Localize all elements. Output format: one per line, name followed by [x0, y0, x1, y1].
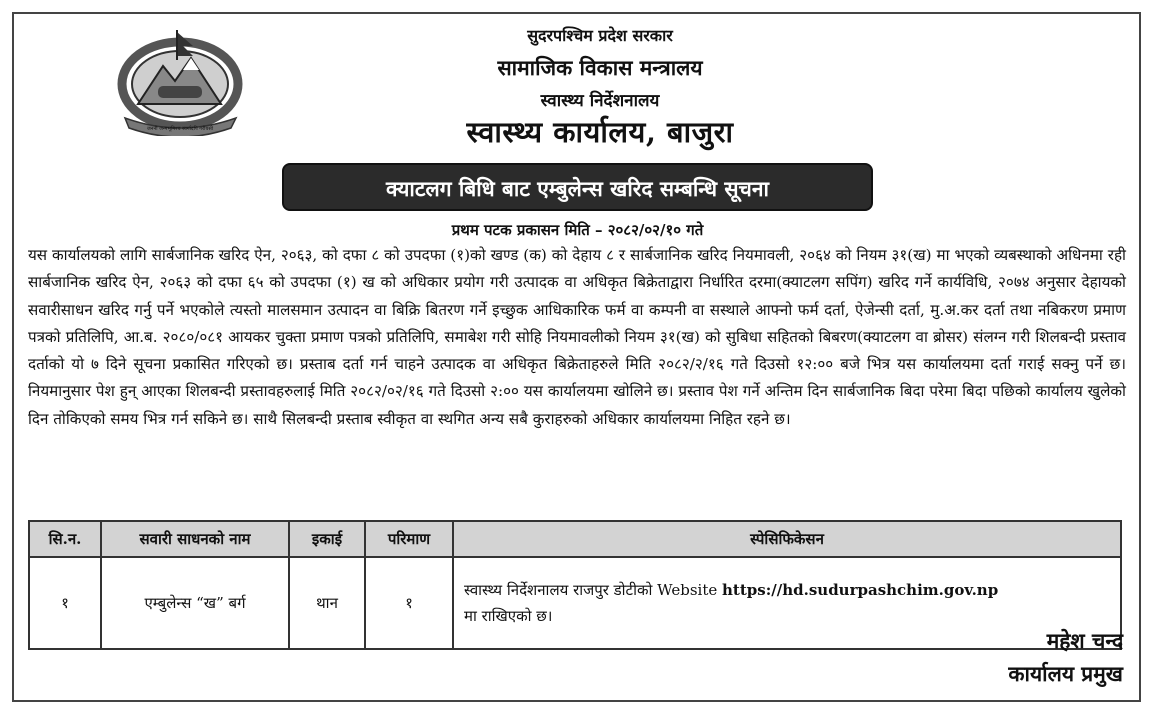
notice-title-banner: क्याटलग बिधि बाट एम्बुलेन्स खरिद सम्बन्धि सूचना — [282, 163, 873, 211]
col-header-unit: इकाई — [289, 521, 365, 557]
province-government: सुदरपश्चिम प्रदेश सरकार — [527, 26, 673, 45]
cell-sn: १ — [29, 557, 101, 649]
spec-text: स्वास्थ्य निर्देशनालय राजपुर डोटीको Website — [464, 581, 723, 599]
col-header-quantity: परिमाण — [365, 521, 453, 557]
col-header-vehicle-name: सवारी साधनको नाम — [101, 521, 289, 557]
vehicle-spec-table — [28, 520, 1122, 650]
directorate-name: स्वास्थ्य निर्देशनालय — [540, 91, 660, 111]
nepal-emblem-icon — [113, 26, 248, 136]
signatory-title: कार्यालय प्रमुख — [1008, 661, 1123, 686]
cell-unit: थान — [289, 557, 365, 649]
cell-specification — [453, 557, 1121, 649]
spec-website-link[interactable]: https://hd.sudurpashchim.gov.np — [722, 581, 999, 599]
table-row — [29, 557, 1121, 649]
notice-body: यस कार्यालयको लागि सार्बजानिक खरिद ऐन, २०६३, को दफा ८ को उपदफा (१)को खण्ड (क) को देहाय ८ र सार्बजानिक खरिद नियमावली, २०६४ को नियम ३१(ख) मा भएको व्यबस्थाको अधिनमा रही सार्बजानिक खरिद ऐन, २०६३ को दफा ६५ को उपदफा (१) ख को अधिकार प्रयोग गरी उत्पादक वा अधिकृत बिक्रेताद्वारा निर्धारित दरमा(क्याटलग सपिंग) खरिद गर्ने कार्यविधि, २०७४ अनुसार देहायको सवारीसाधन खरिद गर्नु पर्ने भएकोले त्यस्तो मालसमान उत्पादन वा बिक्रि बितरण गर्ने इच्छुक आधिकारिक फर्म वा कम्पनी वा सस्थाले आफ्नो फर्म दर्ता, ऐजेन्सी दर्ता, मु.अ.कर दर्ता तथा नबिकरण प्रमाण पत्रको प्रतिलिपि, आ.ब. २०८०/०८१ आयकर चुक्ता प्रमाण पत्रको प्रतिलिपि, समाबेश गरी सोहि नियमावलीको नियम ३१(ख) को सुबिधा सहितको बिबरण(क्याटलग वा ब्रोसर) संलग्न गरी शिलबन्दी प्रस्ताव दर्ताको यो ७ दिने सूचना प्रकासित गरिएको छ। प्रस्ताब दर्ता गर्न चाहने उत्पादक वा अधिकृत बिक्रेताहरुले मिति २०८२/२/१६ गते दिउसो १२:०० बजे भित्र यस कार्यालयमा दर्ता गराई सक्नु पर्ने छ। नियमानुसार पेश हुन् आएका शिलबन्दी प्रस्तावहरुलाई मिति २०८२/०२/१६ गते दिउसो २:०० यस कार्यालयमा खोलिने छ। प्रस्ताव पेश गर्ने अन्तिम दिन सार्बजानिक बिदा परेमा बिदा पछिको कार्यालय खुलेको दिन तोकिएको समय भित्र गर्न सकिने छ। साथै सिलबन्दी प्रस्ताब स्वीकृत वा स्थगित अन्य सबै कुराहरुको अधिकार कार्यालयमा निहित रहने छ। — [28, 246, 1126, 428]
signatory-name: महेश चन्द — [1046, 628, 1123, 653]
spec-suffix: मा राखिएको छ। — [464, 607, 553, 625]
table-header-row — [29, 521, 1121, 557]
ministry-name: सामाजिक विकास मन्त्रालय — [497, 55, 703, 80]
cell-quantity: १ — [365, 557, 453, 649]
emblem-caption: जननी जन्मभूमिश्च स्वर्गादपि गरीयसी — [146, 126, 214, 132]
office-name: स्वास्थ्य कार्यालय, बाजुरा — [466, 115, 734, 149]
cell-vehicle-name: एम्बुलेन्स “ख” बर्ग — [101, 557, 289, 649]
publish-date: प्रथम पटक प्रकासन मिति – २०८२/०२/१० गते — [451, 221, 704, 239]
col-header-sn: सि.न. — [29, 521, 101, 557]
col-header-specification: स्पेसिफिकेसन — [453, 521, 1121, 557]
